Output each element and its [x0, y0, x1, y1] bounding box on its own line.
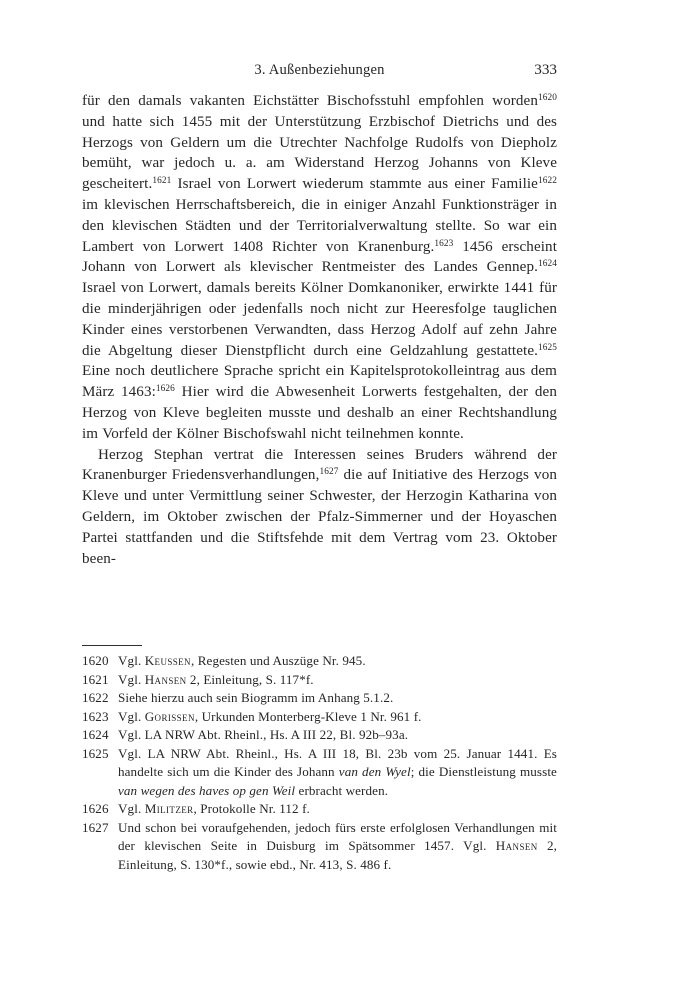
footnote-item [82, 800, 557, 819]
footnote-item [82, 726, 557, 745]
footnote-number: 1620 [82, 653, 109, 668]
footnote-item [82, 745, 557, 801]
text-run: , Protokolle Nr. 112 f. [193, 801, 310, 816]
footnote-number: 1627 [82, 819, 109, 835]
text-run: Und schon bei voraufgehenden, jedoch fürs erste erfolglosen Verhandlungen mit der klevischen Seite in Duisburg im Spätsommer 1457. Vgl. [118, 819, 557, 853]
text-run: Israel von Lorwert wiederum stammte aus einer Familie [171, 176, 538, 193]
text-run: für den damals vakanten Eichstätter Bischofsstuhl empfohlen worden [82, 93, 538, 109]
footnote-item [82, 671, 557, 690]
footnote-item [82, 708, 557, 727]
text-run: 2, Einleitung, S. 117*f. [186, 671, 314, 687]
footnote-marker: 1623 [434, 238, 454, 249]
text-run: Vgl. [118, 708, 145, 724]
text-run: Hansen [144, 671, 187, 687]
body-text [82, 91, 557, 569]
text-run: erbracht werden. [295, 782, 389, 798]
footnote-text [118, 819, 557, 875]
text-run: Keussen [144, 653, 191, 668]
text-run: Vgl. [118, 801, 145, 816]
text-run: Gorissen [144, 708, 195, 724]
footnote-marker: 1624 [538, 259, 557, 270]
footnote-marker: 1621 [152, 176, 172, 187]
text-run: 2, Einleitung, S. 130*f., sowie ebd., Nr. 413, S. 486 f. [118, 838, 557, 872]
text-run: Israel von Lorwert, damals bereits Kölner Domkanoniker, erwirkte 1441 für die minderjährigen oder jedenfalls noch nicht zur Heeresfolge tauglichen Kinder eines verstorbenen Verwandten, dass Herzog Adolf auf zehn Jahre die Abgeltung dieser Dienstpflicht durch eine Geldzahlung gestattete. [82, 280, 557, 359]
footnote-item [82, 652, 557, 671]
text-run: Hansen [495, 838, 538, 853]
footnote-number: 1624 [82, 727, 109, 742]
text-run: 1456 erscheint Johann von Lorwert als klevischer Rentmeister des Landes Gennep. [82, 238, 557, 276]
text-run: Vgl. LA NRW Abt. Rheinl., Hs. A III 22, Bl. 92b–93a. [118, 727, 409, 742]
footnote-item [82, 689, 557, 708]
text-run: ; die Dienstleistung musste [410, 764, 557, 779]
paragraph [82, 445, 557, 570]
text-run: van wegen des haves op gen Weil [118, 782, 296, 798]
text-run: Herzog Stephan vertrat die Interessen seines Bruders während der Kranenburger Friedensverhandlungen, [82, 446, 557, 484]
text-run: im klevischen Herrschaftsbereich, die in einiger Anzahl Funktionsträger in den klevischen Städten und der Territorialverwaltung stellte. So war ein Lambert von Lorwert 1408 Richter von Kranenburg. [82, 196, 557, 255]
footnote-number: 1626 [82, 801, 109, 816]
footnote-marker: 1626 [155, 384, 175, 395]
footnote-number: 1625 [82, 745, 109, 761]
footnote-marker: 1625 [538, 342, 557, 353]
text-run: Hier wird die Abwesenheit Lorwerts festgehalten, der den Herzog von Kleve begleiten musste und deshalb an einer Rechtshandlung im Vorfeld der Kölner Bischofswahl nicht teilnehmen konnte. [82, 384, 557, 442]
footnote-text [118, 726, 557, 745]
footnote-separator [82, 645, 142, 646]
text-run: und hatte sich 1455 mit der Unterstützung Erzbischof Dietrichs und des Herzogs von Geldern um die Utrechter Nachfolge Rudolfs von Diepholz bemüht, war jedoch u. a. am Widerstand Herzog Johanns von Kleve gescheitert. [82, 113, 557, 193]
footnote-number: 1623 [82, 708, 109, 724]
footnote-text [118, 671, 557, 690]
text-run: , Regesten und Auszüge Nr. 945. [190, 653, 366, 668]
footnote-number: 1622 [82, 690, 109, 705]
footnote-text [118, 652, 557, 671]
footnote-marker: 1622 [538, 176, 557, 187]
text-run: Vgl. [118, 653, 145, 668]
footnote-marker: 1620 [538, 93, 557, 103]
text-run: Eine noch deutlichere Sprache spricht ein Kapitelsprotokolleintrag aus dem März 1463: [82, 363, 557, 401]
text-run: , Urkunden Monterberg-Kleve 1 Nr. 961 f. [194, 708, 422, 724]
footnote-text [118, 800, 557, 819]
text-run: Vgl. LA NRW Abt. Rheinl., Hs. A III 18, Bl. 23b vom 25. Januar 1441. Es handelte sich um die Kinder des Johann [118, 745, 557, 779]
footnote-text [118, 708, 557, 727]
text-run: Siehe hierzu auch sein Biogramm im Anhang 5.1.2. [118, 690, 394, 705]
paragraph [82, 91, 557, 445]
footnote-marker: 1627 [319, 467, 339, 478]
footnote-text [118, 689, 557, 708]
running-header [82, 61, 557, 81]
text-run: die auf Initiative des Herzogs von Kleve und unter Vermittlung seiner Schwester, der Herzogin Katharina von Geldern, im Oktober zwischen der Pfalz-Simmerner und der Hoyaschen Partei stattfanden und die Stiftsfehde mit dem Vertrag vom 23. Oktober been- [82, 467, 557, 567]
text-run: Militzer [144, 801, 194, 816]
footnote-text [118, 745, 557, 801]
footnote-number: 1621 [82, 671, 109, 687]
page-number: 333 [534, 61, 557, 78]
text-run: van den Wyel [338, 764, 411, 779]
section-title: 3. Außenbeziehungen [254, 62, 385, 78]
footnote-item [82, 819, 557, 875]
text-run: Vgl. [118, 671, 145, 687]
footnotes-list [82, 652, 557, 874]
